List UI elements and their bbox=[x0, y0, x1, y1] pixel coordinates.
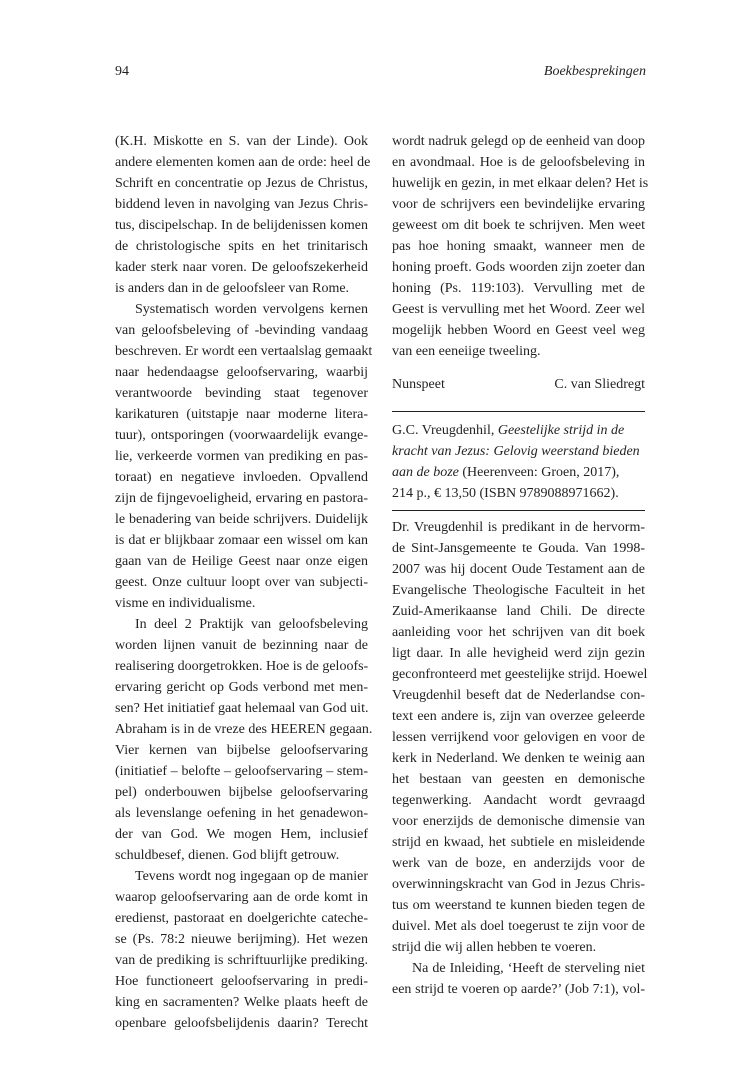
left-column bbox=[115, 131, 373, 1034]
text-line: geconfronteerd met geestelijke strijd. Hoewel bbox=[392, 667, 648, 682]
text-line: Zuid-Amerikaanse land Chili. De directe bbox=[392, 604, 645, 619]
citation-line bbox=[392, 420, 645, 441]
review-title-part: aan de boze bbox=[392, 465, 459, 480]
review-signature bbox=[392, 374, 645, 395]
text-line: se (Ps. 78:2 nieuwe berijming). Het wezen bbox=[115, 932, 368, 947]
review-title-part: Geestelijke strijd in de bbox=[497, 423, 625, 438]
text-line: visme en individualisme. bbox=[115, 596, 256, 611]
text-line: zijn de fijngevoeligheid, ervaring en pastora- bbox=[115, 491, 368, 506]
text-line: Vier kernen van bijbelse geloofservaring bbox=[115, 743, 368, 758]
text-line: is anders dan in de geloofsleer van Rome. bbox=[115, 281, 350, 296]
text-line: pas hoe honing smaakt, wanneer men de bbox=[392, 239, 645, 254]
text-line: le benadering van beide schrijvers. Duidelijk bbox=[115, 512, 368, 527]
text-line: (initiatief – belofte – geloofservaring – stem- bbox=[115, 764, 368, 779]
text-line: tegenwerking. Aandacht wordt gevraagd bbox=[392, 793, 645, 808]
text-line: waarop geloofservaring aan de orde komt in bbox=[115, 890, 368, 905]
text-line: beschreven. Er wordt een vertaalslag gemaakt bbox=[115, 344, 373, 359]
review-author: G.C. Vreugdenhil, bbox=[392, 423, 498, 438]
text-line: king en sacramenten? Welke plaats heeft de bbox=[115, 995, 368, 1010]
text-line: biddend leven in navolging van Jezus Chris- bbox=[115, 197, 368, 212]
text-line: mogelijk hebben Woord en Geest veel weg bbox=[392, 323, 645, 338]
text-line: ligt daar. In alle hevigheid werd zijn gezin bbox=[392, 646, 645, 661]
text-line: een strijd te voeren op aarde?’ (Job 7:1), vol- bbox=[392, 982, 645, 997]
divider-rule bbox=[392, 510, 645, 511]
text-line: andere elementen komen aan de orde: heel de bbox=[115, 155, 371, 170]
text-line: eredienst, pastoraat en doelgerichte cateche- bbox=[115, 911, 368, 926]
text-line: voor enerzijds de demonische dimensie van bbox=[392, 814, 645, 829]
divider-rule bbox=[392, 411, 645, 412]
text-line: sen? Het initiatief gaat helemaal van God uit. bbox=[115, 701, 369, 716]
text-line: Schrift en concentratie op Jezus de Christus, bbox=[115, 176, 368, 191]
text-line: strijd en kwaad, het subtiele en misleidende bbox=[392, 835, 645, 850]
text-line: realisering doorgetrokken. Hoe is de geloofs- bbox=[115, 659, 369, 674]
text-line: van een eeneiige tweeling. bbox=[392, 344, 541, 359]
text-line: naar hedendaagse geloofservaring, waarbij bbox=[115, 365, 368, 380]
text-line: toraat) en negatieve invloeden. Opvallend bbox=[115, 470, 368, 485]
text-line: verantwoorde bevinding staat tegenover bbox=[115, 386, 368, 401]
text-line: 2007 was hij docent Oude Testament aan de bbox=[392, 562, 645, 577]
text-line: ervaring gericht op Gods verbond met men- bbox=[115, 680, 368, 695]
text-line: de christologische spits en het trinitarisch bbox=[115, 239, 368, 254]
text-line: der van God. We mogen Hem, inclusief bbox=[115, 827, 368, 842]
text-line: Evangelische Theologische Faculteit in het bbox=[392, 583, 645, 598]
page-number: 94 bbox=[115, 64, 129, 79]
text-line: (K.H. Miskotte en S. van der Linde). Ook bbox=[115, 134, 368, 149]
text-line: van de prediking is schriftuurlijke prediking. bbox=[115, 953, 368, 968]
text-line: schuldbesef, dienen. God blijft getrouw. bbox=[115, 848, 340, 863]
text-line: gaan van de Heilige Geest naar onze eigen bbox=[115, 554, 368, 569]
signature-place: Nunspeet bbox=[392, 377, 445, 392]
signature-name: C. van Sliedregt bbox=[554, 377, 645, 392]
citation-line bbox=[392, 462, 645, 483]
text-line: is dat er blijkbaar zomaar een wissel om kan bbox=[115, 533, 368, 548]
text-line: overwinningskracht van God in Jezus Chris- bbox=[392, 877, 645, 892]
review-details: 214 p., € 13,50 (ISBN 9789088971662). bbox=[392, 486, 619, 501]
review-title-part: kracht van Jezus: Gelovig weerstand bieden bbox=[392, 444, 640, 459]
text-line: lessen verrijkend voor gelovigen en voor de bbox=[392, 730, 645, 745]
text-line: geest. Onze cultuur loopt over van subjecti- bbox=[115, 575, 368, 590]
text-line: kerk in Nederland. We denken te weinig aan bbox=[392, 751, 645, 766]
text-line: worden lijnen vanuit de bezinning naar de bbox=[115, 638, 368, 653]
text-line: In deel 2 Praktijk van geloofsbeleving bbox=[135, 617, 368, 632]
text-line: huwelijk en gezin, in met elkaar delen? Het is bbox=[392, 176, 649, 191]
text-line: openbare geloofsbelijdenis daarin? Terecht bbox=[115, 1016, 368, 1031]
text-line: tuur), ontsporingen (voorwaardelijk evange- bbox=[115, 428, 368, 443]
text-line: en avondmaal. Hoe is de geloofsbeleving in bbox=[392, 155, 645, 170]
review-bibliographic-header bbox=[392, 420, 645, 504]
text-line: lie, verkeerde vormen van prediking en pas- bbox=[115, 449, 368, 464]
citation-line bbox=[392, 441, 645, 462]
text-line: als levenslange oefening in het genadewon- bbox=[115, 806, 368, 821]
text-line: Systematisch worden vervolgens kernen bbox=[135, 302, 368, 317]
text-line: honing proeft. Gods woorden zijn zoeter dan bbox=[392, 260, 645, 275]
text-line: geweest om dit boek te schrijven. Men weet bbox=[392, 218, 645, 233]
text-line: wordt nadruk gelegd op de eenheid van doop bbox=[392, 134, 645, 149]
text-line: Na de Inleiding, ‘Heeft de sterveling niet bbox=[412, 961, 645, 976]
text-line: Vreugdenhil beseft dat de Nederlandse con- bbox=[392, 688, 645, 703]
text-line: de Sint-Jansgemeente te Gouda. Van 1998- bbox=[392, 541, 645, 556]
text-line: Tevens wordt nog ingegaan op de manier bbox=[135, 869, 368, 884]
review-body bbox=[392, 517, 648, 1000]
text-line: strijd die wij allen hebben te voeren. bbox=[392, 940, 597, 955]
text-line: text een andere is, zijn van overzee geleerde bbox=[392, 709, 645, 724]
text-line: tus, discipelschap. In de belijdenissen komen bbox=[115, 218, 368, 233]
text-line: pel) onderbouwen bijbelse geloofservaring bbox=[115, 785, 368, 800]
text-line: Geest is vervulling met het Woord. Zeer wel bbox=[392, 302, 645, 317]
text-line: het bestaan van geesten en demonische bbox=[392, 772, 645, 787]
text-line: van geloofsbeleving of -bevinding vandaag bbox=[115, 323, 368, 338]
text-line: honing (Ps. 119:103). Vervulling met de bbox=[392, 281, 645, 296]
text-line: tus om weerstand te kunnen bieden tegen de bbox=[392, 898, 645, 913]
text-line: Hoe functioneert geloofservaring in predi- bbox=[115, 974, 368, 989]
text-line: werk van de boze, en anderzijds voor de bbox=[392, 856, 645, 871]
running-title: Boekbesprekingen bbox=[543, 64, 646, 79]
right-column bbox=[392, 131, 649, 1000]
text-line: aanleiding voor het schrijven van dit boek bbox=[392, 625, 645, 640]
text-line: Dr. Vreugdenhil is predikant in de hervorm- bbox=[392, 520, 645, 535]
text-line: karikaturen (uitstapje naar moderne litera- bbox=[115, 407, 368, 422]
running-header bbox=[115, 63, 646, 81]
text-line: kader sterk naar voren. De geloofszekerheid bbox=[115, 260, 368, 275]
review-publisher: (Heerenveen: Groen, 2017), bbox=[458, 465, 620, 480]
text-line: duivel. Met als doel toegerust te zijn voor de bbox=[392, 919, 645, 934]
text-line: Abraham is in de vreze des HEEREN gegaan. bbox=[115, 722, 373, 737]
text-line: voor de schrijvers een bevindelijke ervaring bbox=[392, 197, 645, 212]
